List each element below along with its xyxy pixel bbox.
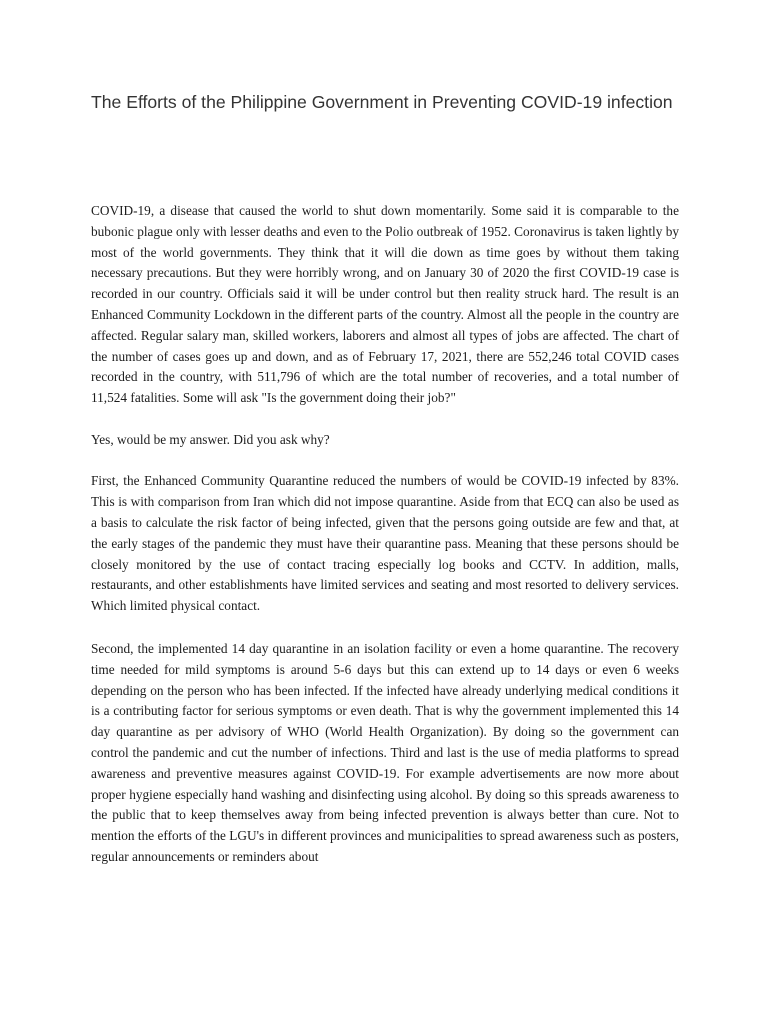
- paragraph-answer: Yes, would be my answer. Did you ask why?: [91, 431, 330, 447]
- paragraph-intro: COVID-19, a disease that caused the world to shut down momentarily. Some said it is comparable to the bubonic plague only with lesser deaths and even to the Polio outbreak of 1952. Coronavirus is taken lightly by most of the world governments. They think that it will die down as time goes by without them taking necessary precautions. But they were horribly wrong, and on January 30 of 2020 the first COVID-19 case is recorded in our country. Officials said it will be under control but then reality struck hard. The result is an Enhanced Community Lockdown in the different parts of the country. Almost all the people in the country are affected. Regular salary man, skilled workers, laborers and almost all types of jobs are affected. The chart of the number of cases goes up and down, and as of February 17, 2021, there are 552,246 total COVID cases recorded in the country, with 511,796 of which are the total number of recoveries, and a total number of 11,524 fatalities. Some will ask "Is the government doing their job?": [91, 203, 679, 406]
- paragraph-first-reason: First, the Enhanced Community Quarantine reduced the numbers of would be COVID-19 infected by 83%. This is with comparison from Iran which did not impose quarantine. Aside from that ECQ can also be used as a basis to calculate the risk factor of being infected, given that the persons going outside are few and that, at the early stages of the pandemic they must have their quarantine pass. Meaning that these persons should be closely monitored by the use of contact tracing especially log books and CCTV. In addition, malls, restaurants, and other establishments have limited services and seating and most resorted to delivery services. Which limited physical contact.: [91, 473, 679, 614]
- paragraph-second-reason: Second, the implemented 14 day quarantine in an isolation facility or even a home quarantine. The recovery time needed for mild symptoms is around 5-6 days but this can extend up to 14 days or even 6 weeks depending on the person who has been infected. If the infected have already underlying medical conditions it is a contributing factor for serious symptoms or even death. That is why the government implemented this 14 day quarantine as per advisory of WHO (World Health Organization). By doing so the government can control the pandemic and cut the number of infections. Third and last is the use of media platforms to spread awareness and preventive measures against COVID-19. For example advertisements are now more about proper hygiene especially hand washing and disinfecting using alcohol. By doing so this spreads awareness to the public that to keep themselves away from being infected prevention is always better than cure. Not to mention the efforts of the LGU's in different provinces and municipalities to spread awareness such as posters, regular announcements or reminders about: [91, 640, 679, 864]
- document-title: The Efforts of the Philippine Government in Preventing COVID-19 infection: [91, 92, 673, 112]
- document-body: [91, 201, 679, 868]
